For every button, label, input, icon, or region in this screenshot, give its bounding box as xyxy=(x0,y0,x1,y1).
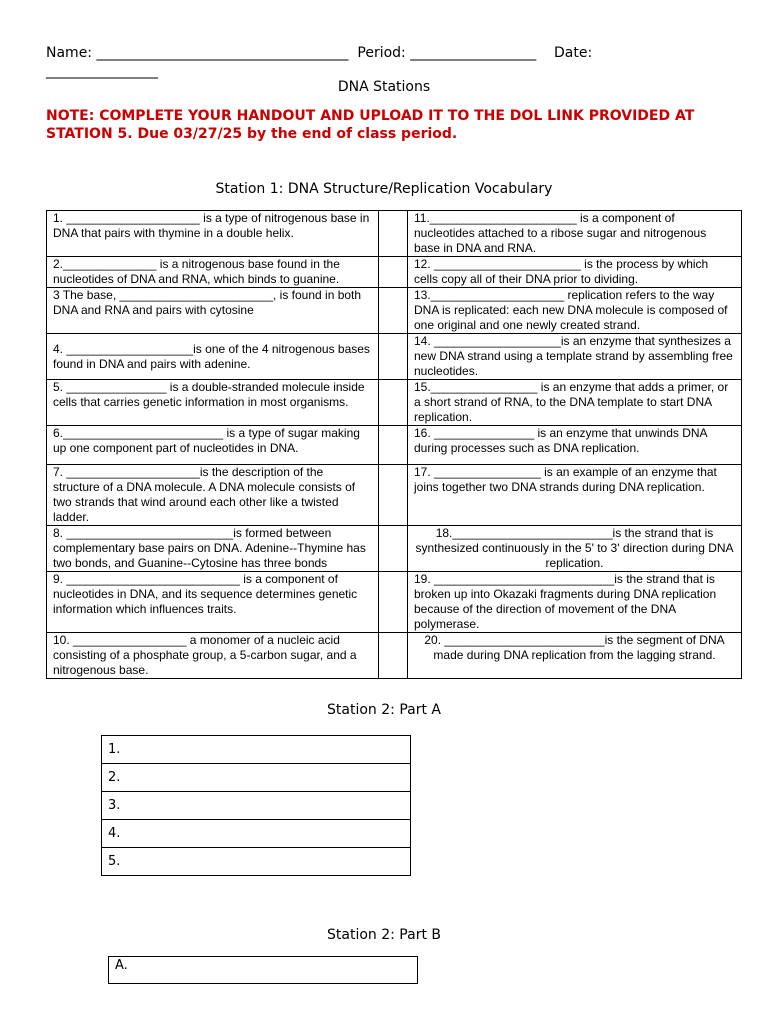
vocab-question-15[interactable]: 15.________________ is an enzyme that adds a primer, or a short strand of RNA, to the DNA template to start DNA replication. xyxy=(408,380,742,426)
table-spacer xyxy=(379,380,408,426)
station1-heading: Station 1: DNA Structure/Replication Vocabulary xyxy=(215,181,553,197)
vocab-question-20[interactable]: 20. ________________________is the segment of DNA made during DNA replication from the lagging strand. xyxy=(408,633,742,679)
vocab-question-7[interactable]: 7. ____________________is the description of the structure of a DNA molecule. A DNA molecule consists of two strands that wind around each other like a twisted ladder. xyxy=(47,465,379,526)
vocab-question-10[interactable]: 10. _________________ a monomer of a nucleic acid consisting of a phosphate group, a 5-carbon sugar, and a nitrogenous base. xyxy=(47,633,379,679)
answer-field-2[interactable]: 2. xyxy=(102,764,411,792)
period-field[interactable]: Period: __________________ xyxy=(357,45,537,61)
vocab-question-4[interactable]: 4. ___________________is one of the 4 nitrogenous bases found in DNA and pairs with adenine. xyxy=(47,334,379,380)
table-row xyxy=(47,288,742,334)
table-row xyxy=(102,820,411,848)
table-spacer xyxy=(379,426,408,465)
vocabulary-table xyxy=(46,210,742,679)
table-spacer xyxy=(379,288,408,334)
page-title: DNA Stations xyxy=(337,79,431,95)
vocab-question-9[interactable]: 9. __________________________ is a component of nucleotides in DNA, and its sequence determines genetic information which influences traits. xyxy=(47,572,379,633)
table-spacer xyxy=(379,257,408,288)
table-spacer xyxy=(379,572,408,633)
table-spacer xyxy=(379,465,408,526)
vocab-question-16[interactable]: 16. _______________ is an enzyme that unwinds DNA during processes such as DNA replication. xyxy=(408,426,742,465)
station2b-heading: Station 2: Part B xyxy=(327,927,441,943)
vocab-question-13[interactable]: 13.____________________ replication refers to the way DNA is replicated: each new DNA molecule is composed of one original and one newly created strand. xyxy=(408,288,742,334)
table-spacer xyxy=(379,334,408,380)
station2a-heading: Station 2: Part A xyxy=(327,702,441,718)
vocab-question-2[interactable]: 2.______________ is a nitrogenous base found in the nucleotides of DNA and RNA, which binds to guanine. xyxy=(47,257,379,288)
table-row xyxy=(47,257,742,288)
answer-field-4[interactable]: 4. xyxy=(102,820,411,848)
table-row xyxy=(102,848,411,876)
table-row xyxy=(47,426,742,465)
student-info-line xyxy=(46,45,592,61)
table-row xyxy=(102,764,411,792)
table-spacer xyxy=(379,526,408,572)
station2a-answer-table xyxy=(101,735,411,876)
vocab-question-8[interactable]: 8. _________________________is formed between complementary base pairs on DNA. Adenine--Thymine has two bonds, and Guanine--Cytosine has three bonds xyxy=(47,526,379,572)
table-spacer xyxy=(379,211,408,257)
vocab-question-18[interactable]: 18.________________________is the strand that is synthesized continuously in the 5' to 3' direction during DNA replication. xyxy=(408,526,742,572)
instructions-note: NOTE: COMPLETE YOUR HANDOUT AND UPLOAD IT TO THE DOL LINK PROVIDED AT STATION 5. Due 03/27/25 by the end of class period. xyxy=(46,108,695,142)
vocab-question-19[interactable]: 19. ___________________________is the strand that is broken up into Okazaki fragments during DNA replication because of the direction of movement of the DNA polymerase. xyxy=(408,572,742,633)
table-row xyxy=(47,465,742,526)
vocab-question-12[interactable]: 12. ______________________ is the process by which cells copy all of their DNA prior to dividing. xyxy=(408,257,742,288)
vocab-question-6[interactable]: 6.________________________ is a type of sugar making up one component part of nucleotides in DNA. xyxy=(47,426,379,465)
table-spacer xyxy=(379,633,408,679)
vocab-question-3[interactable]: 3 The base, _______________________, is found in both DNA and RNA and pairs with cytosine xyxy=(47,288,379,334)
table-row xyxy=(47,526,742,572)
date-field[interactable]: ________________ xyxy=(46,63,158,79)
table-row xyxy=(102,736,411,764)
vocab-question-17[interactable]: 17. ________________ is an example of an enzyme that joins together two DNA strands during DNA replication. xyxy=(408,465,742,526)
vocab-question-14[interactable]: 14. ___________________is an enzyme that synthesizes a new DNA strand using a template strand by assembling free nucleotides. xyxy=(408,334,742,380)
answer-field-3[interactable]: 3. xyxy=(102,792,411,820)
vocab-question-11[interactable]: 11.______________________ is a component of nucleotides attached to a ribose sugar and nitrogenous base in DNA and RNA. xyxy=(408,211,742,257)
name-field[interactable]: Name: ____________________________________ xyxy=(46,45,349,61)
table-row xyxy=(47,211,742,257)
answer-field-5[interactable]: 5. xyxy=(102,848,411,876)
answer-field-a[interactable]: A. xyxy=(108,956,418,984)
table-row xyxy=(47,633,742,679)
answer-field-1[interactable]: 1. xyxy=(102,736,411,764)
vocab-question-1[interactable]: 1. ____________________ is a type of nitrogenous base in DNA that pairs with thymine in a double helix. xyxy=(47,211,379,257)
vocab-question-5[interactable]: 5. _______________ is a double-stranded molecule inside cells that carries genetic information in most organisms. xyxy=(47,380,379,426)
table-row xyxy=(102,792,411,820)
table-row xyxy=(47,572,742,633)
date-label: Date: xyxy=(554,45,593,61)
table-row xyxy=(47,380,742,426)
table-row xyxy=(47,334,742,380)
